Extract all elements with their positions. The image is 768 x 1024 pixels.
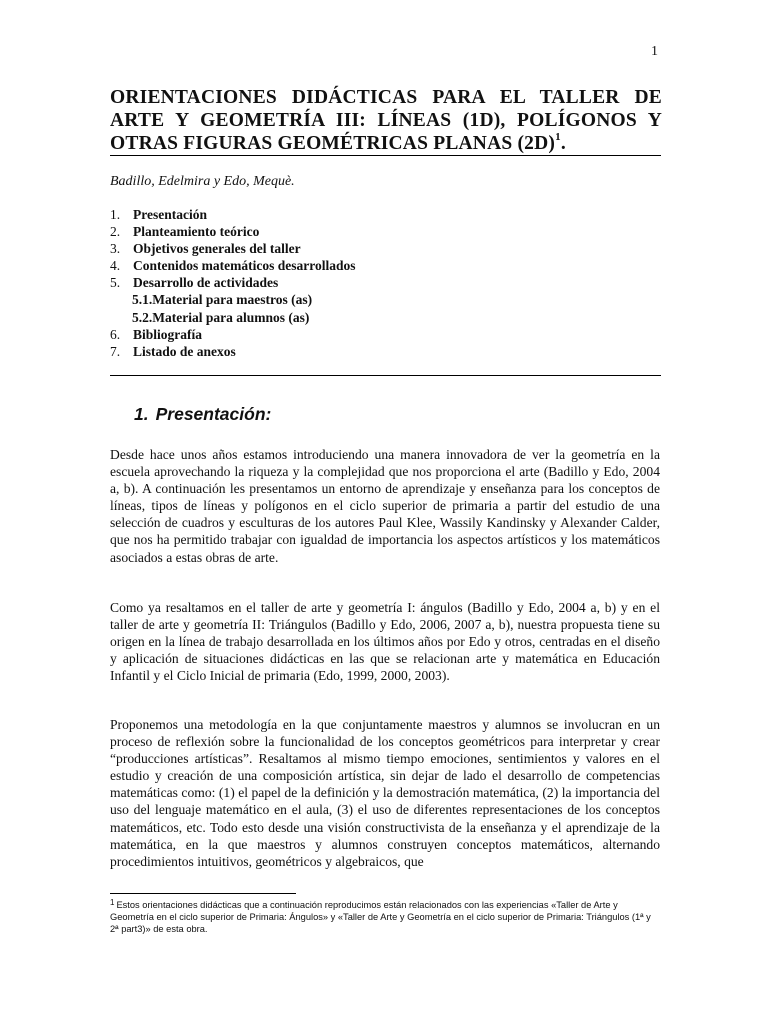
toc-item-number	[110, 291, 132, 308]
title-footnote-mark[interactable]: 1	[555, 131, 561, 143]
toc-divider	[110, 375, 661, 376]
title-text: ORIENTACIONES DIDÁCTICAS PARA EL TALLER DE ARTE Y GEOMETRÍA III: LÍNEAS (1D), POLÍGONOS Y OTRAS FIGURAS GEOMÉTRICAS PLANAS (2D)	[110, 87, 662, 154]
toc-item	[110, 343, 662, 360]
toc-item-label: Desarrollo de actividades	[133, 275, 279, 291]
footnote-text: Estos orientaciones didácticas que a continuación reproducimos están relacionados con las experiencias «Taller de Arte y Geometría en el ciclo superior de Primaria: Ángulos» y «Taller de Arte y Geometría en el ciclo superior de Primaria: Triángulos (1ª y 2ª part3)» de esta obra.	[110, 900, 651, 935]
toc-item	[110, 223, 662, 240]
toc-item-number: 6.	[110, 326, 121, 342]
toc-item-label: Presentación	[133, 207, 207, 222]
title-divider	[110, 155, 661, 156]
toc-item-number: 1.	[110, 207, 121, 222]
section-title: Presentación:	[155, 404, 272, 424]
toc-item-number: 3.	[110, 241, 121, 257]
body-paragraph: Como ya resaltamos en el taller de arte y geometría I: ángulos (Badillo y Edo, 2004 a, b) y en el taller de arte y geometría II: Triángulos (Badillo y Edo, 2006, 2007 a, b), nuestra propuesta tiene su origen en la línea de trabajo desarrollada en los últimos años por Edo y otros, centradas en el diseño y aplicación de situaciones didácticas en las que se relacionan arte y matemática en Educación Infantil y el Ciclo Inicial de primaria (Edo, 1999, 2000, 2003).	[110, 600, 660, 684]
toc-item	[110, 326, 662, 343]
authors: Badillo, Edelmira y Edo, Mequè.	[110, 174, 295, 189]
page-number: 1	[651, 44, 658, 59]
toc-item-label: 5.2.Material para alumnos (as)	[132, 309, 310, 325]
body-paragraph: Proponemos una metodología en la que conjuntamente maestros y alumnos se involucran en un proceso de reflexión sobre la funcionalidad de los conceptos geométricos para interpretar y crear “producciones artísticas”. Resaltamos al mismo tiempo emociones, sentimientos y valores en el estudio y creación de una composición artística, sin dejar de lado el desarrollo de competencias matemáticas como: (1) el papel de la definición y la demostración matemática, (2) la importancia del uso del lenguaje matemático en el aula, (3) el uso de diferentes representaciones de los conceptos matemáticos, etc. Todo esto desde una visión constructivista de la enseñanza y el aprendizaje de la matemática, en la que maestros y alumnos construyen conceptos matemáticos, alternando procedimientos intuitivos, geométricos y algebraicos, que	[110, 717, 660, 869]
toc-item	[110, 274, 662, 291]
toc-item-number: 7.	[110, 343, 121, 359]
toc-item-number: 4.	[110, 258, 121, 274]
toc-item-number	[110, 309, 132, 326]
document-title	[110, 86, 662, 155]
toc-item-label: Listado de anexos	[133, 343, 236, 359]
toc-item-label: Planteamiento teórico	[133, 224, 260, 240]
toc-item-number: 5.	[110, 275, 121, 291]
toc-item	[110, 257, 662, 274]
toc-item-label: Bibliografía	[133, 326, 203, 342]
toc-item-number: 2.	[110, 224, 121, 240]
toc-item-label: Objetivos generales del taller	[133, 241, 301, 257]
section-heading	[134, 404, 271, 425]
footnote-mark: 1	[110, 898, 115, 907]
toc-subitem	[110, 309, 662, 326]
toc-item-label: Contenidos matemáticos desarrollados	[133, 258, 356, 274]
toc-item-label: 5.1.Material para maestros (as)	[132, 292, 313, 308]
footnote-divider	[110, 893, 296, 894]
body-paragraph: Desde hace unos años estamos introduciendo una manera innovadora de ver la geometría en la escuela aprovechando la riqueza y la complejidad que nos proporciona el arte (Badillo y Edo, 2004 a, b). A continuación les presentamos un entorno de aprendizaje y enseñanza para los conceptos de líneas, tipos de líneas y polígonos en el ciclo superior de primaria a partir del estudio de una selección de cuadros y esculturas de los autores Paul Klee, Wassily Kandinsky y Alexander Calder, que nos ha permitido trabajar con igualdad de importancia los aspectos artísticos y los matemáticos asociados a estas obras de arte.	[110, 447, 660, 565]
table-of-contents	[110, 206, 662, 360]
footnote	[110, 899, 661, 936]
title-end: .	[560, 133, 566, 154]
toc-item	[110, 240, 662, 257]
toc-item	[110, 206, 662, 223]
toc-subitem	[110, 291, 662, 308]
section-number: 1.	[134, 404, 149, 424]
